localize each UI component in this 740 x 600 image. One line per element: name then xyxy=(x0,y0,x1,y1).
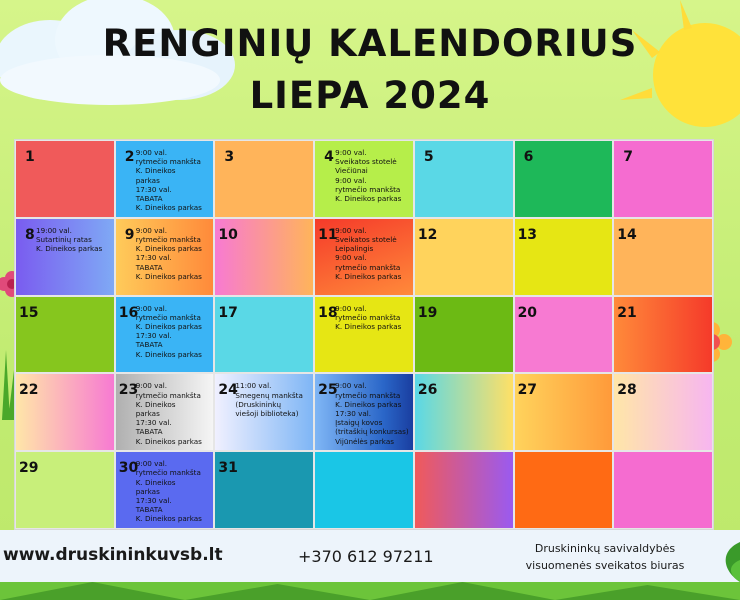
day-number: 26 xyxy=(417,382,438,399)
day-events: 9:00 val. rytmečio mankšta K. Dineikos parkas 17:30 val. TABATA K. Dineikos parkas xyxy=(135,148,202,213)
calendar-day-cell xyxy=(613,451,713,529)
day-number: 22 xyxy=(19,382,39,399)
calendar-day-cell xyxy=(314,451,414,529)
calendar-day-cell xyxy=(115,373,215,451)
day-number: 24 xyxy=(218,382,238,399)
day-number: 18 xyxy=(318,304,338,321)
calendar-day-cell xyxy=(15,296,115,374)
calendar-day-cell xyxy=(214,373,314,451)
day-number: 16 xyxy=(118,304,139,321)
calendar-day-cell xyxy=(414,140,514,218)
footer-website[interactable]: www.druskininkuvsb.lt xyxy=(3,545,223,565)
day-number: 31 xyxy=(218,460,238,477)
footer-org-line1: Druskininkų savivaldybės xyxy=(534,542,676,555)
calendar-day-cell xyxy=(115,451,215,529)
calendar-day-cell xyxy=(15,451,115,529)
day-events: 9:00 val. rytmečio mankšta K. Dineikos parkas 17:30 val. TABATA K. Dineikos parkas xyxy=(135,225,202,281)
calendar-day-cell xyxy=(214,140,314,218)
day-events: 9:00 val. rytmečio mankšta K. Dineikos parkas 17:30 val. TABATA K. Dineikos parkas xyxy=(135,303,202,359)
day-number: 1 xyxy=(25,149,35,165)
calendar-day-cell xyxy=(514,218,614,296)
calendar-day-cell xyxy=(15,218,115,296)
grass-icon xyxy=(0,582,740,600)
plant-icon xyxy=(714,532,740,582)
day-number: 11 xyxy=(318,226,338,243)
day-number: 13 xyxy=(517,226,538,243)
day-number: 23 xyxy=(118,382,139,399)
day-events: 9:00 val. rytmečio mankšta K. Dineikos parkas 17:30 val. TABATA K. Dineikos parkas xyxy=(135,459,202,524)
day-number: 28 xyxy=(617,382,637,399)
calendar-day-cell xyxy=(15,373,115,451)
day-number: 8 xyxy=(25,226,35,243)
day-number: 25 xyxy=(318,382,338,399)
day-number: 17 xyxy=(218,304,238,321)
day-number: 9 xyxy=(124,226,135,243)
calendar-day-cell xyxy=(514,296,614,374)
day-number: 4 xyxy=(324,149,334,165)
calendar-day-cell xyxy=(514,373,614,451)
day-number: 30 xyxy=(118,460,139,477)
calendar-day-cell xyxy=(414,451,514,529)
footer-organization xyxy=(500,540,710,574)
day-events: 9:00 val. Sveikatos stotelė Viečiūnai 9:00 val. rytmečio mankšta K. Dineikos parkas xyxy=(335,148,402,204)
calendar-day-cell xyxy=(514,140,614,218)
day-number: 27 xyxy=(517,382,538,399)
day-number: 29 xyxy=(19,460,39,477)
calendar-day-cell xyxy=(314,296,414,374)
day-events: 19:00 val. Sutartinių ratas K. Dineikos parkas xyxy=(36,225,103,254)
day-number: 5 xyxy=(423,149,434,165)
day-number: 2 xyxy=(124,149,135,165)
day-number: 15 xyxy=(19,304,39,321)
calendar-title: RENGINIŲ KALENDORIUS xyxy=(102,22,638,65)
day-number: 20 xyxy=(517,304,538,321)
calendar-day-cell xyxy=(613,296,713,374)
calendar-day-cell xyxy=(414,296,514,374)
calendar-day-cell xyxy=(214,218,314,296)
calendar-day-cell xyxy=(414,218,514,296)
calendar-day-cell xyxy=(613,218,713,296)
calendar-day-cell xyxy=(314,140,414,218)
day-number: 6 xyxy=(523,149,534,165)
footer-phone: +370 612 97211 xyxy=(298,547,434,566)
calendar-grid xyxy=(14,139,714,530)
calendar-day-cell xyxy=(613,140,713,218)
day-events: 9:00 val. Sveikatos stotelė Leipalingis 9:00 val. rytmečio mankšta K. Dineikos parkas xyxy=(335,225,402,281)
day-events: 9:00 val. rytmečio mankšta K. Dineikos parkas 17:30 val. Įstaigų kovos (tritaškių konkursas) Vijūnėlės parkas xyxy=(335,381,409,446)
calendar-day-cell xyxy=(115,296,215,374)
calendar-day-cell xyxy=(414,373,514,451)
calendar-day-cell xyxy=(115,140,215,218)
calendar-day-cell xyxy=(514,451,614,529)
day-number: 14 xyxy=(617,226,637,243)
calendar-month: LIEPA 2024 xyxy=(249,74,491,117)
day-number: 19 xyxy=(417,304,438,321)
day-number: 12 xyxy=(417,226,438,243)
day-number: 7 xyxy=(623,149,634,165)
day-events: 9:00 val. rytmečio mankšta K. Dineikos parkas 17:30 val. TABATA K. Dineikos parkas xyxy=(135,381,202,446)
calendar-day-cell xyxy=(115,218,215,296)
calendar-day-cell xyxy=(214,296,314,374)
day-number: 10 xyxy=(218,226,238,243)
calendar-day-cell xyxy=(613,373,713,451)
calendar-day-cell xyxy=(314,218,414,296)
footer-org-line2: visuomenės sveikatos biuras xyxy=(525,559,685,572)
day-number: 21 xyxy=(617,304,637,321)
calendar-day-cell xyxy=(214,451,314,529)
day-events: 11:00 val. Smegenų mankšta (Druskininkų viešoji biblioteka) xyxy=(235,381,303,418)
calendar-day-cell xyxy=(314,373,414,451)
calendar-day-cell xyxy=(15,140,115,218)
day-events: 9:00 val. rytmečio mankšta K. Dineikos parkas xyxy=(335,303,402,331)
day-number: 3 xyxy=(224,149,235,165)
